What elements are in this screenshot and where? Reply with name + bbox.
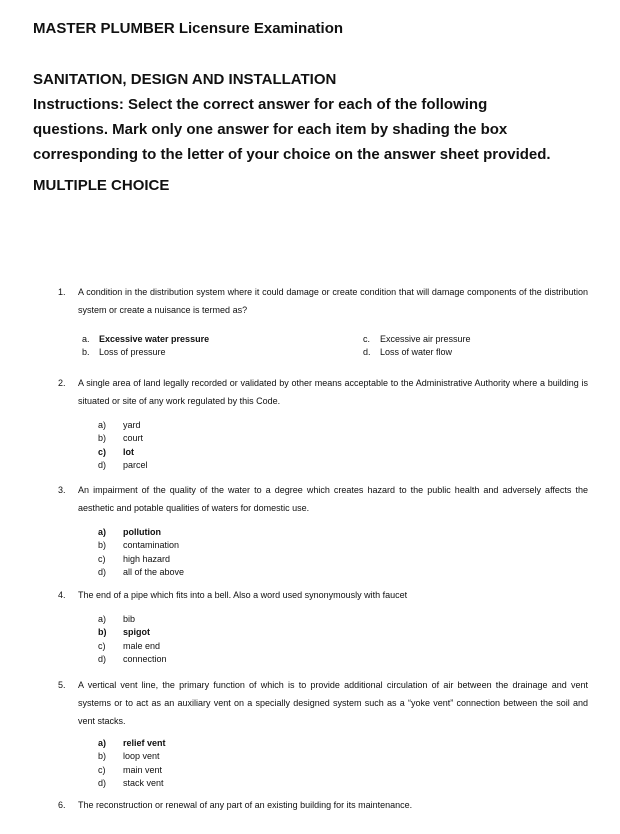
- option-label: a): [98, 738, 107, 748]
- option-text: stack vent: [123, 778, 164, 789]
- option-text: loop vent: [123, 751, 160, 762]
- option-label: a): [98, 527, 107, 537]
- question-number: 1.: [58, 287, 66, 297]
- option-row: [98, 539, 589, 552]
- option-row: [98, 419, 589, 432]
- question-item: [58, 796, 589, 814]
- option-row: [98, 613, 589, 626]
- option-text: male end: [123, 640, 161, 651]
- option-label: b.: [82, 347, 90, 358]
- option-text: yard: [123, 420, 141, 430]
- document-title: MASTER PLUMBER Licensure Examination: [33, 20, 344, 37]
- option-text: connection: [123, 654, 167, 665]
- option-label: d.: [363, 347, 371, 358]
- option-row: [363, 333, 589, 346]
- options-group: [98, 419, 589, 473]
- option-label: c.: [363, 334, 371, 344]
- instructions-line: corresponding to the letter of your choice on the answer sheet provided.: [33, 146, 551, 163]
- section-heading: SANITATION, DESIGN AND INSTALLATION: [33, 71, 337, 88]
- question-item: [58, 676, 589, 791]
- option-text: spigot: [123, 627, 150, 638]
- option-label: b): [98, 540, 107, 551]
- option-row: [98, 653, 589, 666]
- option-label: a): [98, 420, 107, 430]
- option-row: [98, 750, 589, 763]
- option-text: Loss of water flow: [380, 347, 453, 358]
- question-number: 6.: [58, 800, 66, 810]
- question-text: An impairment of the quality of the water to a degree which creates hazard to the public health and adversely affects the aesthetic and potable qualities of waters for domestic use.: [78, 485, 588, 513]
- option-text: pollution: [123, 527, 161, 537]
- option-label: b): [98, 627, 107, 638]
- option-row: [98, 432, 589, 445]
- option-text: all of the above: [123, 567, 185, 578]
- option-row: [98, 640, 589, 653]
- question-text: A vertical vent line, the primary function of which is to provide additional circulation of air between the drainage and vent systems or to act as an auxiliary vent on a specially designed system such as a “yoke vent” connection between the soil and vent stacks.: [78, 680, 588, 726]
- option-text: main vent: [123, 764, 163, 775]
- option-row: [98, 566, 589, 579]
- option-label: b): [98, 751, 107, 762]
- question-text: A condition in the distribution system where it could damage or create condition that will damage components of the distribution system or create a nuisance is termed as?: [78, 287, 588, 315]
- option-text: Loss of pressure: [99, 347, 166, 358]
- option-row: [98, 626, 589, 639]
- question-item: [58, 374, 589, 473]
- question-number: 5.: [58, 680, 66, 690]
- question-item: [58, 586, 589, 667]
- option-label: b): [98, 433, 107, 444]
- option-text: Excessive water pressure: [99, 334, 210, 344]
- option-row: [98, 526, 589, 539]
- option-label: d): [98, 567, 107, 578]
- question-number: 4.: [58, 590, 66, 600]
- option-label: d): [98, 460, 107, 471]
- instructions-line: questions. Mark only one answer for each item by shading the box: [33, 121, 508, 138]
- option-text: bib: [123, 614, 136, 624]
- option-row: [98, 459, 589, 472]
- option-text: parcel: [123, 460, 148, 471]
- option-label: c): [98, 553, 106, 564]
- option-text: relief vent: [123, 738, 166, 748]
- option-label: c): [98, 446, 107, 457]
- option-text: Excessive air pressure: [380, 334, 471, 344]
- option-row: [98, 446, 589, 459]
- header-block: [33, 67, 551, 167]
- option-text: high hazard: [123, 553, 171, 564]
- multiple-choice-heading: MULTIPLE CHOICE: [33, 177, 170, 194]
- option-text: lot: [123, 446, 134, 457]
- question-item: [58, 283, 589, 360]
- option-row: [98, 737, 589, 750]
- option-row: [98, 777, 589, 790]
- option-label: c): [98, 764, 106, 775]
- question-text: The reconstruction or renewal of any part of an existing building for its maintenance.: [78, 800, 413, 810]
- question-number: 2.: [58, 378, 66, 388]
- option-row: [82, 333, 363, 346]
- option-text: court: [123, 433, 144, 444]
- options-group: [98, 526, 589, 580]
- question-item: [58, 481, 589, 580]
- option-row: [363, 346, 589, 359]
- option-label: d): [98, 654, 107, 665]
- option-label: a.: [82, 334, 90, 344]
- option-label: a): [98, 614, 107, 624]
- question-text: The end of a pipe which fits into a bell. Also a word used synonymously with faucet: [78, 590, 408, 600]
- question-text: A single area of land legally recorded or validated by other means acceptable to the Administrative Authority where a building is situated or site of any work regulated by this Code.: [78, 378, 588, 406]
- question-number: 3.: [58, 485, 66, 495]
- options-group: [98, 613, 589, 667]
- option-row: [98, 553, 589, 566]
- instructions-line: Instructions: Select the correct answer for each of the following: [33, 96, 488, 113]
- options-group: [98, 737, 589, 791]
- option-text: contamination: [123, 540, 180, 551]
- option-row: [82, 346, 363, 359]
- option-label: d): [98, 778, 107, 789]
- options-group: [82, 333, 589, 360]
- option-row: [98, 764, 589, 777]
- option-label: c): [98, 640, 106, 651]
